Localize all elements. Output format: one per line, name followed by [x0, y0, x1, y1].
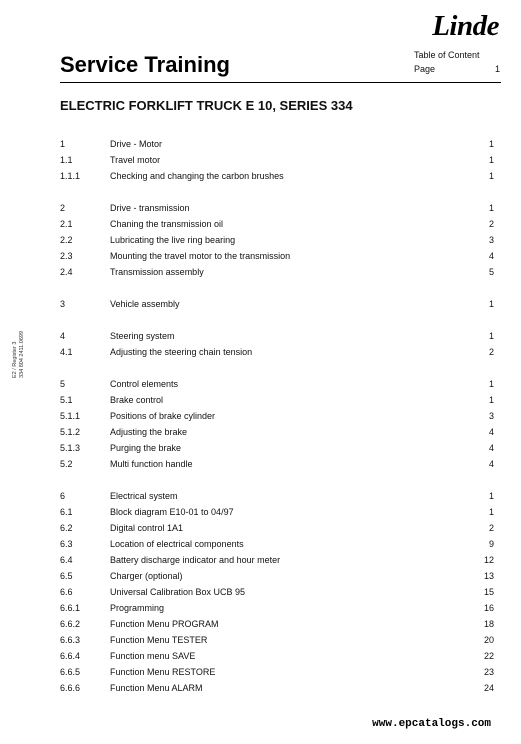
toc-entry[interactable] [60, 232, 494, 248]
toc-entry[interactable] [60, 136, 494, 152]
toc-section-number: 6.6.1 [60, 603, 81, 613]
toc-page-number: 13 [483, 571, 494, 581]
toc-section-title: Purging the brake [110, 443, 182, 453]
meta-label: Table of Content [414, 50, 480, 60]
toc-page-number: 1 [488, 491, 494, 501]
toc-section-title: Block diagram E10-01 to 04/97 [110, 507, 234, 517]
toc-page-number: 4 [488, 427, 494, 437]
toc-section-title: Universal Calibration Box UCB 95 [110, 587, 246, 597]
side-note-line-2: 334 804 2411.0699 [19, 331, 25, 378]
toc-section-title: Chaning the transmission oil [110, 219, 224, 229]
toc-entry[interactable] [60, 600, 494, 616]
toc-section-number: 6.3 [60, 539, 73, 549]
toc-page-number: 1 [488, 139, 494, 149]
toc-section-title: Adjusting the steering chain tension [110, 347, 253, 357]
toc-entry[interactable] [60, 344, 494, 360]
toc-section-title: Function menu SAVE [110, 651, 196, 661]
toc-page-number: 4 [488, 251, 494, 261]
toc-entry[interactable] [60, 168, 494, 184]
toc-section-number: 6.2 [60, 523, 73, 533]
toc-entry[interactable] [60, 552, 494, 568]
toc-entry[interactable] [60, 248, 494, 264]
toc-page-number: 1 [488, 507, 494, 517]
toc-section-number: 2.3 [60, 251, 73, 261]
toc-spacer [60, 312, 494, 328]
toc-section-number: 6.6.5 [60, 667, 81, 677]
toc-page-number: 23 [483, 667, 494, 677]
toc-section-number: 5.1 [60, 395, 73, 405]
toc-section-title: Drive - Motor [110, 139, 163, 149]
side-register-note [12, 331, 26, 378]
toc-entry[interactable] [60, 456, 494, 472]
toc-section-number: 4.1 [60, 347, 73, 357]
toc-section-title: Drive - transmission [110, 203, 190, 213]
toc-page-number: 3 [488, 235, 494, 245]
toc-section-title: Function Menu PROGRAM [110, 619, 219, 629]
toc-section-number: 6.5 [60, 571, 73, 581]
toc-page-number: 4 [488, 459, 494, 469]
toc-section-title: Battery discharge indicator and hour meter [110, 555, 281, 565]
toc-section-number: 2.1 [60, 219, 73, 229]
footer-url[interactable]: www.epcatalogs.com [372, 718, 491, 730]
toc-section-number: 2 [60, 203, 66, 213]
toc-entry[interactable] [60, 264, 494, 280]
toc-entry[interactable] [60, 584, 494, 600]
toc-section-title: Control elements [110, 379, 179, 389]
toc-spacer [60, 280, 494, 296]
toc-section-number: 5 [60, 379, 66, 389]
toc-section-number: 2.2 [60, 235, 73, 245]
toc-entry[interactable] [60, 536, 494, 552]
toc-section-title: Lubricating the live ring bearing [110, 235, 236, 245]
toc-section-number: 1.1 [60, 155, 73, 165]
page-title: Service Training [60, 52, 230, 77]
document-subtitle: ELECTRIC FORKLIFT TRUCK E 10, SERIES 334 [60, 98, 353, 113]
toc-page-number: 1 [488, 379, 494, 389]
toc-entry[interactable] [60, 296, 494, 312]
side-note-line-1: E2 / Register 3 [12, 341, 18, 378]
toc-section-number: 6.6.6 [60, 683, 81, 693]
toc-section-number: 6.6.3 [60, 635, 81, 645]
toc-section-number: 5.1.1 [60, 411, 81, 421]
toc-entry[interactable] [60, 376, 494, 392]
toc-section-title: Checking and changing the carbon brushes [110, 171, 284, 181]
toc-section-number: 6.6.4 [60, 651, 81, 661]
toc-section-number: 1.1.1 [60, 171, 81, 181]
toc-spacer [60, 184, 494, 200]
toc-section-number: 3 [60, 299, 66, 309]
toc-entry[interactable] [60, 424, 494, 440]
table-of-contents [60, 136, 494, 696]
toc-entry[interactable] [60, 200, 494, 216]
toc-page-number: 2 [488, 347, 494, 357]
toc-page-number: 16 [483, 603, 494, 613]
toc-section-title: Vehicle assembly [110, 299, 180, 309]
toc-section-title: Function Menu TESTER [110, 635, 208, 645]
toc-section-title: Multi function handle [110, 459, 193, 469]
toc-section-number: 5.1.3 [60, 443, 81, 453]
toc-section-number: 4 [60, 331, 66, 341]
toc-section-title: Steering system [110, 331, 175, 341]
toc-section-number: 6 [60, 491, 66, 501]
toc-section-title: Travel motor [110, 155, 161, 165]
toc-entry[interactable] [60, 488, 494, 504]
toc-entry[interactable] [60, 328, 494, 344]
header-meta [414, 48, 500, 76]
toc-page-number: 22 [483, 651, 494, 661]
toc-page-number: 24 [483, 683, 494, 693]
toc-section-title: Function Menu RESTORE [110, 667, 216, 677]
toc-entry[interactable] [60, 216, 494, 232]
toc-section-title: Programming [110, 603, 165, 613]
toc-entry[interactable] [60, 568, 494, 584]
toc-section-title: Mounting the travel motor to the transmission [110, 251, 291, 261]
toc-section-title: Digital control 1A1 [110, 523, 184, 533]
toc-page-number: 12 [483, 555, 494, 565]
toc-entry[interactable] [60, 616, 494, 632]
toc-section-title: Electrical system [110, 491, 178, 501]
toc-section-number: 5.1.2 [60, 427, 81, 437]
toc-section-number: 6.1 [60, 507, 73, 517]
toc-spacer [60, 472, 494, 488]
toc-section-title: Brake control [110, 395, 164, 405]
toc-page-number: 2 [488, 523, 494, 533]
toc-section-number: 6.6.2 [60, 619, 81, 629]
toc-entry[interactable] [60, 648, 494, 664]
toc-section-number: 2.4 [60, 267, 73, 277]
toc-section-number: 5.2 [60, 459, 73, 469]
toc-page-number: 1 [488, 203, 494, 213]
page-number: 1 [494, 64, 500, 74]
toc-entry[interactable] [60, 520, 494, 536]
toc-page-number: 2 [488, 219, 494, 229]
toc-entry[interactable] [60, 440, 494, 456]
toc-section-title: Function Menu ALARM [110, 683, 203, 693]
linde-logo: Linde [432, 10, 499, 42]
toc-page-number: 3 [488, 411, 494, 421]
toc-section-title: Location of electrical components [110, 539, 244, 549]
toc-page-number: 15 [483, 587, 494, 597]
toc-entry[interactable] [60, 408, 494, 424]
toc-page-number: 1 [488, 155, 494, 165]
toc-page-number: 5 [488, 267, 494, 277]
toc-section-number: 6.4 [60, 555, 73, 565]
toc-page-number: 20 [483, 635, 494, 645]
page-label: Page [414, 64, 436, 74]
toc-page-number: 9 [488, 539, 494, 549]
toc-page-number: 1 [488, 171, 494, 181]
toc-page-number: 1 [488, 331, 494, 341]
toc-spacer [60, 360, 494, 376]
toc-section-title: Charger (optional) [110, 571, 183, 581]
toc-page-number: 1 [488, 299, 494, 309]
toc-section-title: Transmission assembly [110, 267, 204, 277]
toc-page-number: 18 [483, 619, 494, 629]
toc-entry[interactable] [60, 632, 494, 648]
toc-entry[interactable] [60, 680, 494, 696]
toc-section-title: Positions of brake cylinder [110, 411, 216, 421]
header-rule [60, 82, 501, 83]
toc-section-title: Adjusting the brake [110, 427, 188, 437]
toc-entry[interactable] [60, 504, 494, 520]
toc-entry[interactable] [60, 664, 494, 680]
toc-entry[interactable] [60, 392, 494, 408]
toc-section-number: 6.6 [60, 587, 73, 597]
toc-page-number: 1 [488, 395, 494, 405]
toc-page-number: 4 [488, 443, 494, 453]
toc-entry[interactable] [60, 152, 494, 168]
toc-section-number: 1 [60, 139, 66, 149]
